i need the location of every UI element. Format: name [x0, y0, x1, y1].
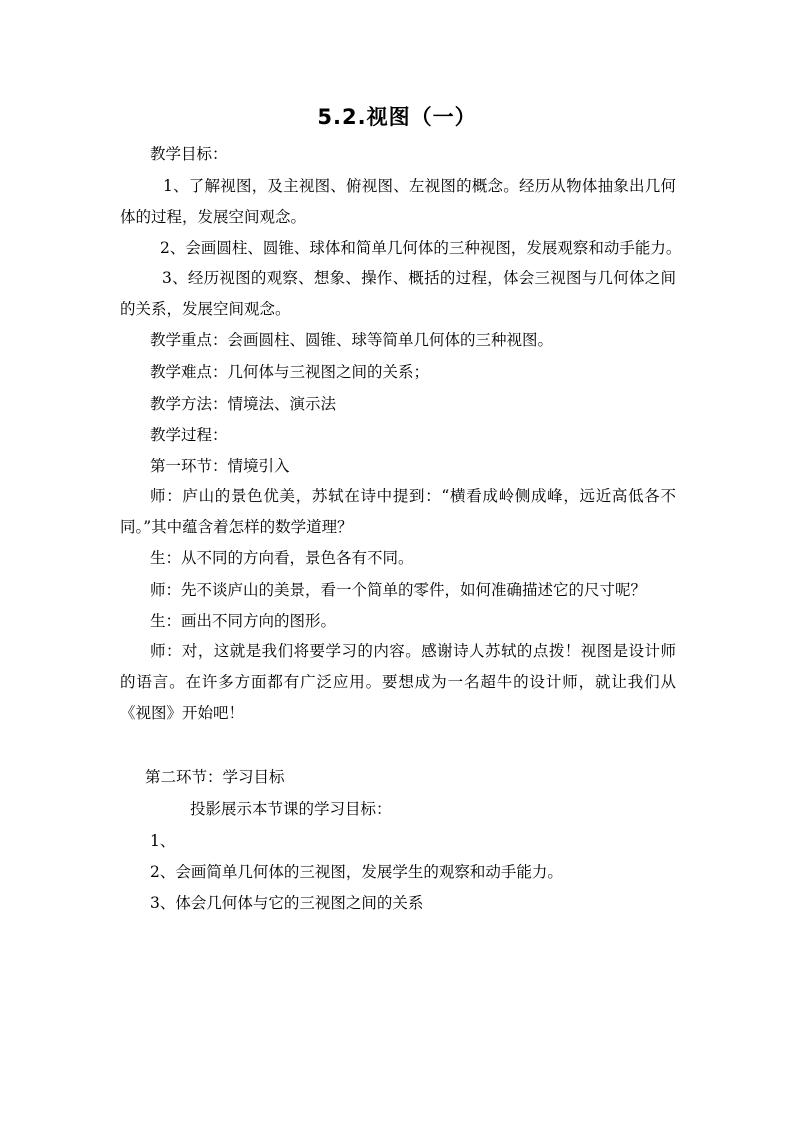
objectives-heading: 教学目标： [150, 145, 228, 163]
objective-3: 3、经历视图的观察、想象、操作、概括的过程，体会三视图与几何体之间的关系，发展空间观念。 [120, 269, 676, 318]
goal-3: 3、体会几何体与它的三视图之间的关系 [150, 894, 424, 912]
objective-1: 1、了解视图，及主视图、俯视图、左视图的概念。经历从物体抽象出几何体的过程，发展空间观念。 [120, 177, 676, 226]
goal-2: 2、会画简单几何体的三视图，发展学生的观察和动手能力。 [150, 863, 563, 881]
section-2-heading: 第二环节：学习目标 [145, 768, 285, 786]
section-1-heading: 第一环节：情境引入 [150, 457, 290, 475]
goal-1: 1、 [150, 832, 176, 850]
dialogue-3: 师：先不谈庐山的美景，看一个简单的零件，如何准确描述它的尺寸呢？ [150, 581, 647, 599]
dialogue-4: 生：画出不同方向的图形。 [150, 612, 337, 630]
difficult-point: 教学难点：几何体与三视图之间的关系； [150, 363, 430, 381]
teaching-method: 教学方法：情境法、演示法 [150, 395, 337, 413]
dialogue-5: 师：对，这就是我们将要学习的内容。感谢诗人苏轼的点拨！视图是设计师的语言。在许多方面都有广泛应用。要想成为一名超牛的设计师，就让我们从《视图》开始吧！ [120, 642, 676, 722]
process-heading: 教学过程： [150, 426, 228, 444]
key-point: 教学重点：会画圆柱、圆锥、球等简单几何体的三种视图。 [150, 331, 554, 349]
dialogue-1: 师：庐山的景色优美，苏轼在诗中提到：“横看成岭侧成峰，远近高低各不同。”其中蕴含着怎样的数学道理？ [120, 487, 676, 536]
projection-line: 投影展示本节课的学习目标： [190, 800, 392, 818]
dialogue-2: 生：从不同的方向看，景色各有不同。 [150, 549, 414, 567]
page-title: 5.2.视图（一） [317, 105, 477, 129]
objective-2: 2、会画圆柱、圆锥、球体和简单几何体的三种视图，发展观察和动手能力。 [160, 239, 682, 257]
